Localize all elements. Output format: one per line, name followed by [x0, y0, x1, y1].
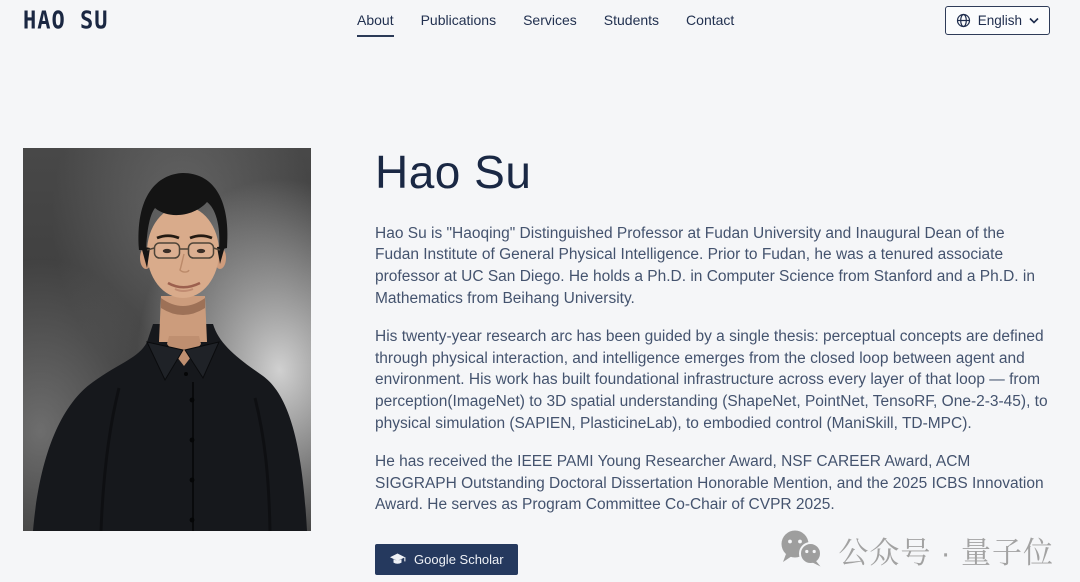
portrait-photo — [23, 148, 311, 531]
wechat-icon — [779, 530, 825, 570]
about-section — [375, 146, 1048, 575]
site-logo[interactable]: HAO SU — [23, 7, 109, 35]
watermark — [779, 528, 1054, 572]
google-scholar-button[interactable] — [375, 544, 518, 575]
language-selector-button[interactable] — [945, 6, 1050, 35]
bio-paragraph-1: Hao Su is "Haoqing" Distinguished Professor at Fudan University and Inaugural Dean of the Fudan Institute of General Physical Intelligence. Prior to Fudan, he was a tenured associate professor at UC San Diego. He holds a Ph.D. in Computer Science from Stanford and a Ph.D. in Mathematics from Beihang University. — [375, 224, 1035, 307]
bio-paragraph-3: He has received the IEEE PAMI Young Researcher Award, NSF CAREER Award, ACM SIGGRAPH Outstanding Doctoral Dissertation Honorable Mention, and the 2025 ICBS Innovation Award. He serves as Program Committee Co-Chair of CVPR 2025. — [375, 453, 1044, 514]
nav-item-students[interactable]: Students — [603, 12, 660, 28]
bio-paragraph-2: His twenty-year research arc has been guided by a single thesis: perceptual concepts are defined through physical interaction, and intelligence emerges from the closed loop between agent and environment. His work has built foundational infrastructure across every layer of that loop — from perception(ImageNet) to 3D spatial understanding (ShapeNet, PointNet, TensoRF, One-2-3-45), to physical simulation (SAPIEN, PlasticineLab), to embodied control (ManiSkill, TD-MPC). — [375, 328, 1048, 432]
nav-item-publications[interactable]: Publications — [420, 12, 497, 28]
bio-text — [375, 223, 1048, 516]
site-header — [0, 0, 1080, 50]
nav-item-about[interactable]: About — [357, 12, 394, 37]
watermark-text: 公众号 · 量子位 — [838, 537, 1054, 570]
nav-item-contact[interactable]: Contact — [686, 12, 735, 28]
language-selector-label: English — [977, 13, 1022, 28]
globe-icon — [956, 13, 971, 28]
graduation-cap-icon — [389, 553, 406, 566]
page-title: Hao Su — [375, 146, 532, 198]
nav-item-services[interactable]: Services — [523, 12, 577, 28]
chevron-down-icon — [1029, 17, 1039, 24]
google-scholar-label: Google Scholar — [414, 552, 504, 568]
main-nav — [357, 12, 734, 37]
